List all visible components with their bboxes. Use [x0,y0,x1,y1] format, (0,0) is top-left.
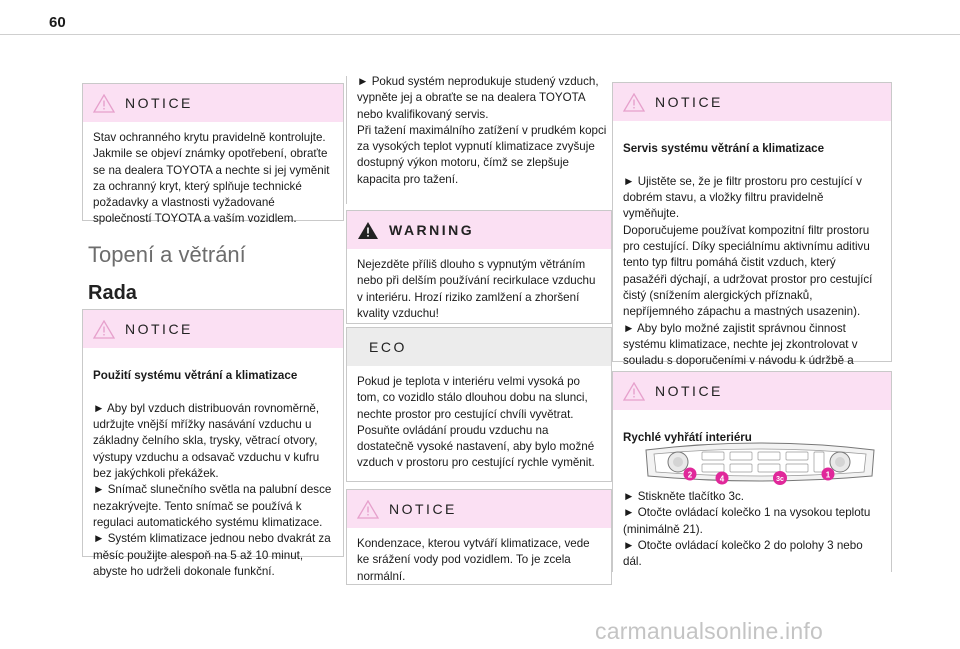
svg-text:2: 2 [687,470,693,480]
section-subtitle: Rada [88,282,137,304]
page-number: 60 [49,14,66,31]
notice-header [83,310,343,348]
warning-text: Nejezděte příliš dlouho s vypnutým větráním nebo při delším používání recirkulace vzduchu v interiéru. Hrozí riziko zamlžení a zhoršení kvality vzduchu! [357,258,596,320]
notice-text: Kondenzace, kterou vytváří klimatizace, vede ke srážení vody pod vozidlem. To je zcela normální. [357,537,590,583]
continuation-bar [346,76,347,204]
eco-heading: ECO [369,339,407,355]
warning-triangle-icon [93,94,115,113]
notice-heading: NOTICE [125,95,193,111]
notice-heading: NOTICE [125,321,193,337]
notice-header [83,84,343,122]
callout-2 [684,468,697,481]
svg-text:1: 1 [825,470,831,480]
eco-box [346,327,612,482]
header-divider [0,34,960,35]
warning-heading: WARNING [389,222,475,238]
warning-header [347,211,611,249]
callout-3c [773,471,787,485]
notice-box-condensation [346,489,612,585]
warning-box [346,210,612,324]
notice-heading: NOTICE [655,383,723,399]
right-border-cut [612,490,892,580]
eco-header [347,328,611,366]
warning-triangle-icon [93,320,115,339]
warning-triangle-icon [357,500,379,519]
notice-header [347,490,611,528]
notice-box-protective-cover [82,83,344,226]
callout-1 [822,468,835,481]
notice-box-servicing [612,82,892,368]
notice-header [613,372,891,410]
eco-text: Pokud je teplota v interiéru velmi vysoká po tom, co vozidlo stálo dlouhou dobu na slunci, nechte prostor pro cestující chvíli vyvětrat. Posuňte ovládání proudu vzduchu na dostatečně vysoké nastavení, aby bylo možné vzduch v prostoru pro cestující rychle vyměnit. [357,375,595,470]
watermark: carmanualsonline.info [595,618,823,644]
notice-title: Použití systému větrání a klimatizace [93,369,298,383]
notice-box-usage [82,309,344,578]
notice-text: ► Aby byl vzduch distribuován rovnoměrně, udržujte vnější mřížky nasávání vzduchu u základny čelního skla, trysky, větrací otvory, výstupy vzduchu a odsavač vzduchu v kufru bez jakýchkoli překážek. ► Snímač slunečního světla na palubní desce nezakrývejte. Tento snímač se používá k regulaci automatického systému klimatizace. ► Systém klimatizace jednou nebo dvakrát za měsíc použijte alespoň na 5 až 10 minut, abyste ho udrželi dokonale funkční. [93,401,332,578]
warning-triangle-icon [623,382,645,401]
notice-heading: NOTICE [655,94,723,110]
callout-4 [716,472,729,485]
continuation-text: ► Pokud systém neprodukuje studený vzduch, vypněte jej a obraťte se na dealera TOYOTA nebo kvalifikovaný servis. Při tažení maximálního zatížení v prudkém kopci za vysokých teplot vypnutí klimatizace zvyšuje dostupný výkon motoru, čímž se zlepšuje kapacita pro tažení. [357,75,607,186]
notice-text: Stav ochranného krytu pravidelně kontrolujte. Jakmile se objeví známky opotřebení, obraťte se na dealera TOYOTA a nechte si jej vyměnit za ochranný kryt, který splňuje technické požadavky a vlastnosti vyžadované společností TOYOTA a vaším vozidlem. [93,131,330,226]
svg-text:4: 4 [719,474,725,484]
warning-triangle-icon [623,93,645,112]
notice-heading: NOTICE [389,501,457,517]
notice-title: Rychlé vyhřátí interiéru [623,431,752,445]
notice-text: ► Stiskněte tlačítko 3c. ► Otočte ovládací kolečko 1 na vysokou teplotu (minimálně 21). ► Otočte ovládací kolečko 2 do polohy 3 nebo dál. [623,490,871,569]
notice-header [613,83,891,121]
climate-control-panel-image [640,440,880,486]
notice-text: ► Ujistěte se, že je filtr prostoru pro cestující v dobrém stavu, a vložky filtru pravidelně vyměňujte. Doporučujeme používat kompozitní filtr prostoru pro cestující. Díky speciálnímu aktivnímu aditivu tento typ filtru pomáhá čistit vzduch, který pasažéři dýchají, a udržovat prostor pro cestující čistý (snížením alergických příznaků, nepříjemného zápachu a mastných usazenin). ► Aby bylo možné zajistit správnou činnost systému klimatizace, nechte jej zkontrolovat v souladu s doporučeními v návodu k údržbě a [623,174,873,368]
warning-triangle-icon [357,221,379,240]
svg-text:3c: 3c [776,476,784,483]
section-title: Topení a větrání [88,242,246,267]
notice-title: Servis systému větrání a klimatizace [623,142,825,156]
